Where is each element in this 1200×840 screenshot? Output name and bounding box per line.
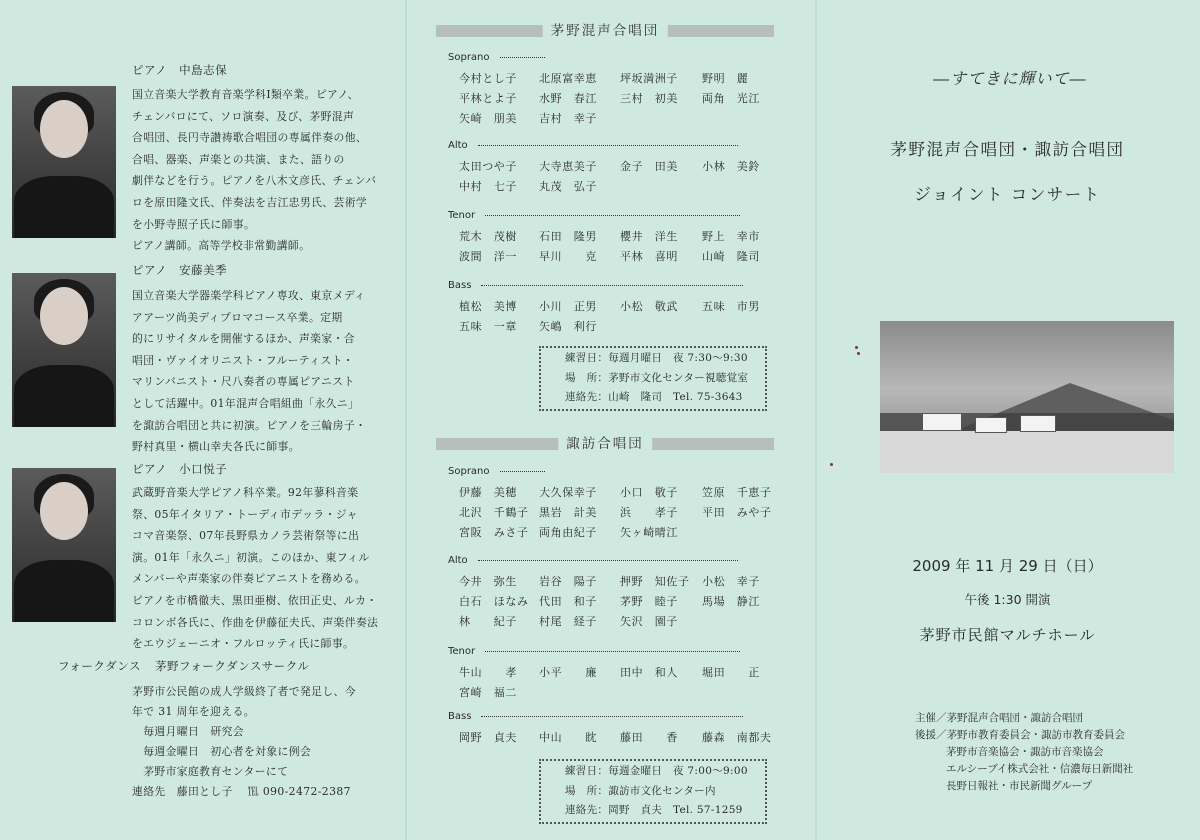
- voice-part-label: [448, 52, 545, 63]
- voice-part-name: Tenor: [448, 210, 476, 221]
- voice-part-label: [448, 711, 743, 722]
- member-name: 小松 幸子: [702, 575, 760, 588]
- voice-part-name: Soprano: [448, 52, 490, 63]
- fold-line: [405, 0, 407, 840]
- performer-bio: 国立音楽大学教育音楽学科Ⅰ類卒業。ピアノ、 チェンバロにて、ソロ演奏、及び、茅野混声 合唱団、長円寺讃祷歌合唱団の専属伴奏の他、 合唱、器楽、声楽との共演、また、語りの 劇伴などを行う。ピアノを八木文彦氏、チェンバ ロを原田隆文氏、伴奏法を吉江忠男氏、芸術学 を小野寺照子氏に師事。 ピアノ講師。高等学校非常勤講師。: [132, 88, 377, 253]
- member-name: 三村 初美: [620, 92, 678, 105]
- print-speck: [855, 346, 858, 349]
- member-name: 荒木 茂樹: [459, 230, 517, 243]
- voice-part-label: [448, 210, 740, 221]
- performer-heading: ピアノ 小口悦子: [132, 462, 228, 476]
- member-name: 植松 美博: [459, 300, 517, 313]
- member-name: 平田 みや子: [702, 506, 772, 519]
- folkdance-body: 茅野市公民館の成人学級終了者で発足し、今 年で 31 周年を迎える。 毎週月曜日 研究会 毎週金曜日 初心者を対象に例会 茅野市家庭教育センターにて 連絡先 藤田とし子 ℡ 090-2472-2387: [132, 685, 356, 798]
- member-name: 馬場 静江: [702, 595, 760, 608]
- member-name: 矢嶋 利行: [539, 320, 597, 333]
- member-name: 宮崎 福二: [459, 686, 517, 699]
- dotted-leader: [478, 145, 738, 146]
- member-name: 藤田 香: [620, 731, 678, 744]
- dotted-leader: [485, 215, 740, 216]
- performer-heading: ピアノ 中島志保: [132, 63, 228, 77]
- voice-part-name: Soprano: [448, 466, 490, 477]
- member-name: 代田 和子: [539, 595, 597, 608]
- performer-heading: ピアノ 安藤美季: [132, 263, 228, 277]
- voice-part-label: [448, 280, 743, 291]
- member-name: 太田つや子: [459, 160, 517, 173]
- member-name: 平林 喜明: [620, 250, 678, 263]
- member-name: 岩谷 陽子: [539, 575, 597, 588]
- landscape-photo: [880, 321, 1174, 473]
- member-name: 野明 麗: [702, 72, 749, 85]
- fold-line: [815, 0, 817, 840]
- member-name: 小松 敬武: [620, 300, 678, 313]
- concert-venue: 茅野市民館マルチホール: [919, 626, 1096, 644]
- performer-photo: [12, 273, 116, 427]
- member-name: 今村とし子: [459, 72, 517, 85]
- performer-photo: [12, 86, 116, 238]
- member-name: 平林とよ子: [459, 92, 517, 105]
- member-name: 小口 敬子: [620, 486, 678, 499]
- member-name: 大久保幸子: [539, 486, 597, 499]
- member-name: 矢ヶ崎晴江: [620, 526, 678, 539]
- member-name: 中山 眈: [539, 731, 597, 744]
- member-name: 笠原 千恵子: [702, 486, 772, 499]
- member-name: 波間 洋一: [459, 250, 517, 263]
- member-name: 水野 春江: [539, 92, 597, 105]
- credits: 主催／茅野混声合唱団・諏訪合唱団 後援／茅野市教育委員会・諏訪市教育委員会 茅野市音楽協会・諏訪市音楽協会 エルシーブイ株式会社・信濃毎日新聞社 長野日報社・市民新聞グループ: [915, 712, 1134, 792]
- member-name: 両角由紀子: [539, 526, 597, 539]
- print-speck: [857, 352, 860, 355]
- choir-title-bar: [436, 25, 774, 37]
- member-name: 浜 孝子: [620, 506, 678, 519]
- voice-part-name: Alto: [448, 140, 468, 151]
- choir-title: 茅野混声合唱団: [543, 19, 668, 39]
- voice-part-name: Bass: [448, 280, 472, 291]
- voice-part-name: Alto: [448, 555, 468, 566]
- member-name: 白石 ほなみ: [459, 595, 529, 608]
- member-name: 今井 弥生: [459, 575, 517, 588]
- concert-title: 茅野混声合唱団・諏訪合唱団: [890, 140, 1125, 159]
- member-name: 押野 知佐子: [620, 575, 690, 588]
- voice-part-label: [448, 555, 738, 566]
- member-name: 宮阪 みさ子: [459, 526, 529, 539]
- member-name: 坪坂満洲子: [620, 72, 678, 85]
- dotted-leader: [481, 285, 743, 286]
- tagline: ―すてきに輝いて―: [933, 69, 1087, 88]
- member-name: 五味 一章: [459, 320, 517, 333]
- dotted-leader: [500, 471, 545, 472]
- performer-bio: 武蔵野音楽大学ピアノ科卒業。92年蓼科音楽 祭、05年イタリア・トーディ市デッラ・ジャ コマ音楽祭、07年長野県カノラ芸術祭等に出 演。01年「永久ニ」初演。このほか、東フィル メンバーや声楽家の伴奏ピアニストを務める。 ピアノを市橋徹夫、黒田亜樹、依田正史、ルカ・ コロンボ各氏に、作曲を伊藤征夫氏、声楽伴奏法 をエウジェーニオ・フルロッティ氏に師事。: [132, 486, 379, 651]
- member-name: 小川 正男: [539, 300, 597, 313]
- folkdance-heading: フォークダンス 茅野フォークダンスサークル: [58, 659, 310, 673]
- member-name: 伊藤 美穂: [459, 486, 517, 499]
- rehearsal-info-box: [539, 759, 767, 824]
- voice-part-label: [448, 466, 545, 477]
- member-name: 丸茂 弘子: [539, 180, 597, 193]
- rehearsal-info-line: 練習日：毎週月曜日 夜 7:30～9:30: [565, 352, 748, 364]
- member-name: 藤森 南都夫: [702, 731, 772, 744]
- dotted-leader: [485, 651, 740, 652]
- member-name: 中村 七子: [459, 180, 517, 193]
- member-name: 堀田 正: [702, 666, 760, 679]
- rehearsal-info-box: [539, 346, 767, 411]
- concert-date: 2009 年 11 月 29 日（日）: [912, 557, 1103, 575]
- member-name: 五味 市男: [702, 300, 760, 313]
- rehearsal-info-line: 場 所：諏訪市文化センター内: [565, 784, 716, 797]
- member-name: 小平 廉: [539, 666, 597, 679]
- rehearsal-info-line: 連絡先：岡野 貞夫 Tel. 57-1259: [565, 804, 743, 816]
- member-name: 早川 克: [539, 250, 597, 263]
- member-name: 石田 隆男: [539, 230, 597, 243]
- voice-part-label: [448, 140, 738, 151]
- member-name: 野上 幸市: [702, 230, 760, 243]
- dotted-leader: [478, 560, 738, 561]
- performer-bio: 国立音楽大学器楽学科ピアノ専攻、東京メディ アアーツ尚美ディプロマコース卒業。定期 的にリサイタルを開催するほか、声楽家・合 唱団・ヴァイオリニスト・フルーティスト・ マリンバニスト・尺八奏者の専属ピアニスト として活躍中。01年混声合唱組曲「永久ニ」 を諏訪合唱団と共に初演。ピアノを三輪房子・ 野村真里・横山幸夫各氏に師事。: [132, 289, 367, 454]
- member-name: 山崎 隆司: [702, 250, 760, 263]
- rehearsal-info-line: 場 所：茅野市文化センター視聴覚室: [565, 371, 749, 384]
- member-name: 北沢 千鶴子: [459, 506, 529, 519]
- choir-title: 諏訪合唱団: [558, 432, 652, 452]
- dotted-leader: [481, 716, 743, 717]
- member-name: 岡野 貞夫: [459, 731, 517, 744]
- member-name: 村尾 経子: [539, 615, 597, 628]
- voice-part-name: Tenor: [448, 646, 476, 657]
- member-name: 金子 田美: [620, 160, 678, 173]
- member-name: 牛山 孝: [459, 666, 517, 679]
- choir-title-bar: [436, 438, 774, 450]
- print-speck: [830, 463, 833, 466]
- voice-part-name: Bass: [448, 711, 472, 722]
- concert-time: 午後 1:30 開演: [964, 592, 1051, 607]
- member-name: 大寺恵美子: [539, 160, 597, 173]
- member-name: 吉村 幸子: [539, 112, 597, 125]
- member-name: 北原富幸恵: [539, 72, 597, 85]
- member-name: 田中 和人: [620, 666, 678, 679]
- performer-photo: [12, 468, 116, 622]
- member-name: 矢沢 園子: [620, 615, 678, 628]
- member-name: 両角 光江: [702, 92, 760, 105]
- member-name: 黒岩 計美: [539, 506, 597, 519]
- member-name: 小林 美鈴: [702, 160, 760, 173]
- rehearsal-info-line: 連絡先：山崎 隆司 Tel. 75-3643: [565, 391, 743, 403]
- voice-part-label: [448, 646, 740, 657]
- member-name: 茅野 睦子: [620, 595, 678, 608]
- concert-subtitle: ジョイント コンサート: [914, 185, 1101, 204]
- member-name: 矢崎 朋美: [459, 112, 517, 125]
- member-name: 櫻井 洋生: [620, 230, 678, 243]
- member-name: 林 紀子: [459, 615, 517, 628]
- rehearsal-info-line: 練習日：毎週金曜日 夜 7:00～9:00: [565, 765, 748, 777]
- dotted-leader: [500, 57, 545, 58]
